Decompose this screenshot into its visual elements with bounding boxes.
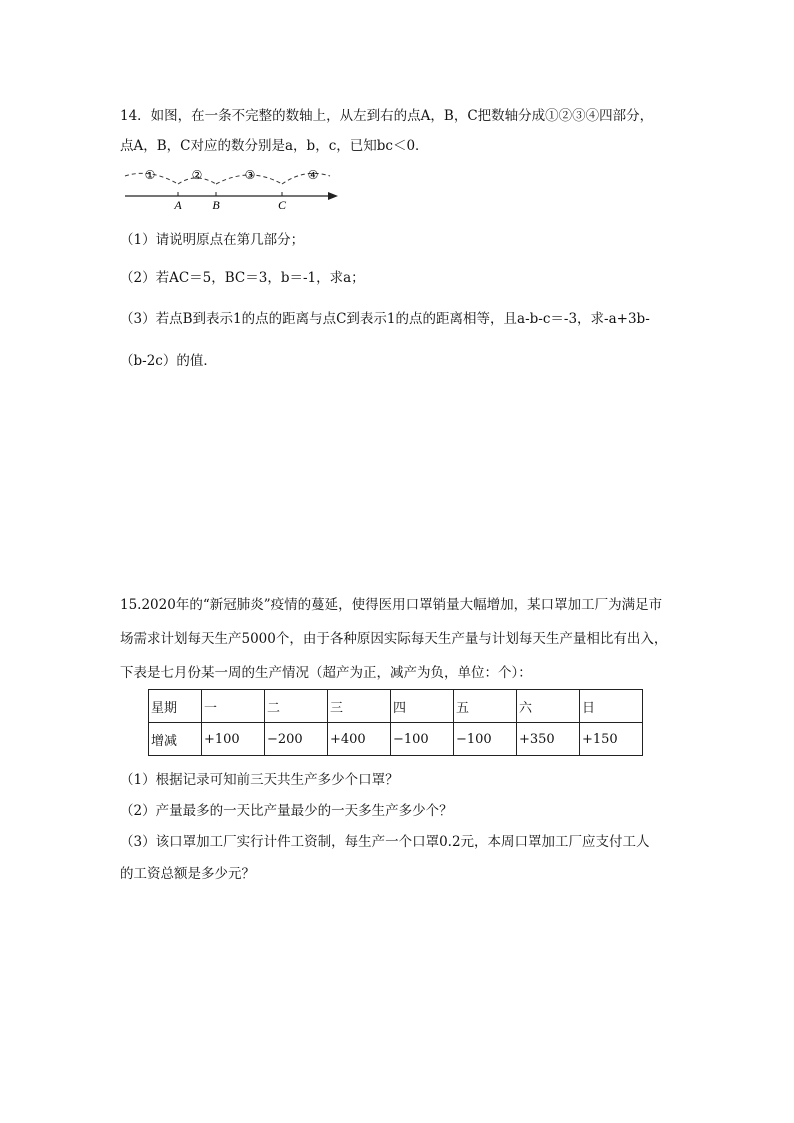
change-cell-3: +400 [328,723,391,756]
point-label-a: A [174,198,182,212]
q15-sub2: （2）产量最多的一天比产量最少的一天多生产多少个？ [120,803,453,819]
day-cell-3: 三 [328,690,391,723]
q15-stem-line3-text: 下表是七月份某一周的生产情况 [120,665,309,681]
q15-sub3-line2: 的工资总额是多少元？ [120,866,255,882]
table-row-changes [149,723,643,756]
q14-stem-line1: 14．如图，在一条不完整的数轴上，从左到右的点A，B，C把数轴分成①②③④四部分， [120,108,654,124]
number-line-figure [120,162,345,212]
day-cell-2: 二 [265,690,328,723]
q15-sub1: （1）根据记录可知前三天共生产多少个口罩？ [120,772,399,788]
production-table [148,689,643,756]
q15-stem-line3 [120,661,532,681]
q14-sub1: （1）请说明原点在第几部分； [120,232,305,248]
q14-sub3-line2: （b-2c）的值． [120,353,217,369]
day-cell-6: 六 [517,690,580,723]
day-cell-1: 一 [202,690,265,723]
region-label-1: ① [144,168,156,182]
q15-stem-line1: 15.2020年的“新冠肺炎”疫情的蔓延，使得医用口罩销量大幅增加，某口罩加工厂为满足市 [120,597,663,613]
table-row-days [149,690,643,723]
q15-sub3-line1: （3）该口罩加工厂实行计件工资制，每生产一个口罩0.2元，本周口罩加工厂应支付工人 [120,834,650,850]
table-header-cell: 增减 [149,723,202,756]
axis-arrow-icon [328,192,338,200]
change-cell-6: +350 [517,723,580,756]
day-cell-5: 五 [454,690,517,723]
change-cell-5: −100 [454,723,517,756]
region-label-2: ② [191,168,203,182]
change-cell-2: −200 [265,723,328,756]
change-cell-4: −100 [391,723,454,756]
q15-stem-line2: 场需求计划每天生产5000个，由于各种原因实际每天生产量与计划每天生产量相比有出入， [120,631,668,647]
change-cell-7: +150 [580,723,643,756]
q15-stem-line3-paren: （超产为正，减产为负，单位：个）： [309,665,532,681]
change-cell-1: +100 [202,723,265,756]
region-label-3: ③ [244,168,256,182]
region-label-4: ④ [307,168,319,182]
table-header-cell: 星期 [149,690,202,723]
point-label-c: C [277,198,287,212]
q14-sub2: （2）若AC＝5，BC＝3，b＝-1，求a； [120,270,365,286]
day-cell-4: 四 [391,690,454,723]
day-cell-7: 日 [580,690,643,723]
q14-sub3-line1: （3）若点B到表示1的点的距离与点C到表示1的点的距离相等，且a-b-c＝-3，求-a+3b- [120,311,650,327]
q14-stem-line2: 点A，B，C对应的数分别是a，b，c，已知bc＜0． [120,138,429,154]
point-label-b: B [212,198,220,212]
